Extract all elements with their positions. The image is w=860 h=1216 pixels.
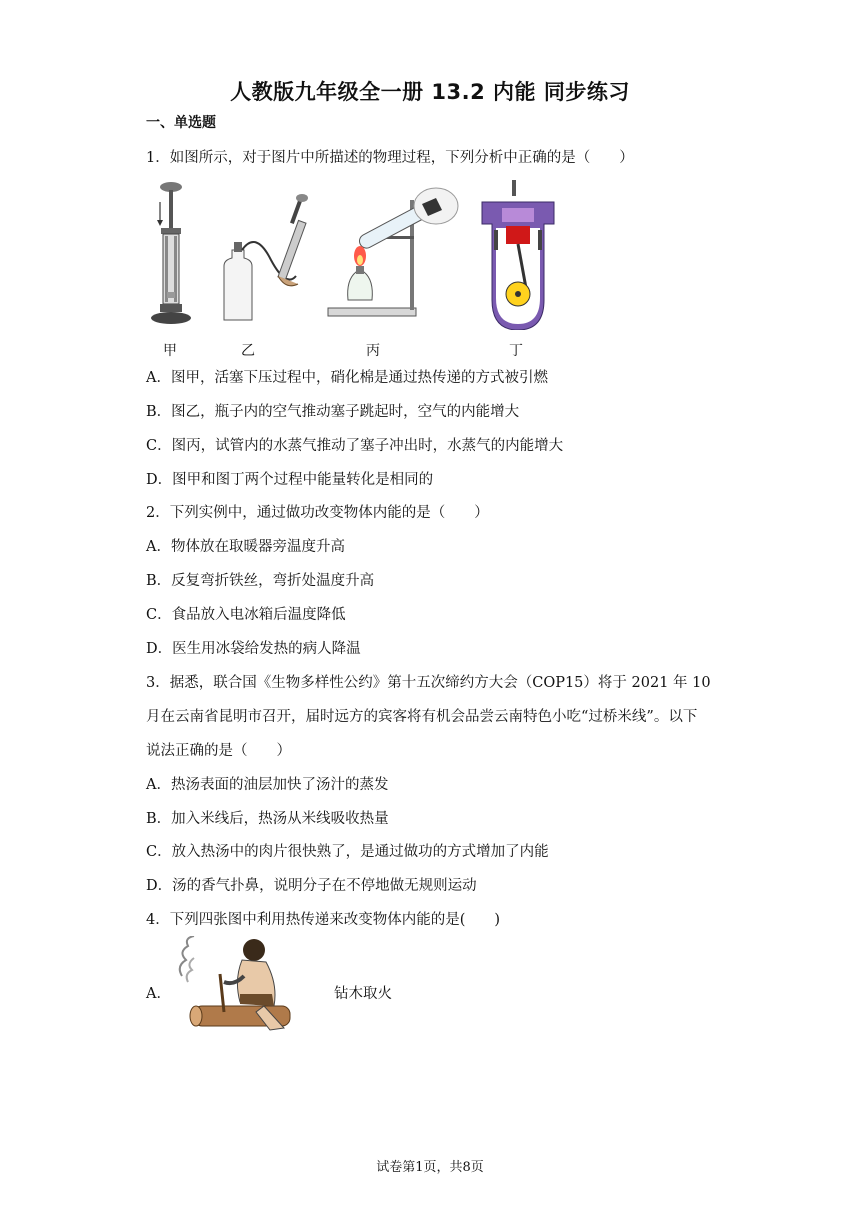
q2-stem: 2．下列实例中，通过做功改变物体内能的是（ ） xyxy=(146,505,489,521)
bottle-pump-figure xyxy=(216,180,316,330)
figure-label-ding: 丁 xyxy=(509,343,523,359)
q1-option-c: C．图丙，试管内的水蒸气推动了塞子冲出时，水蒸气的内能增大 xyxy=(146,438,564,454)
q3-stem-line-3: 说法正确的是（ ） xyxy=(146,743,291,759)
q1-option-d: D．图甲和图丁两个过程中能量转化是相同的 xyxy=(146,472,434,488)
section-heading: 一、单选题 xyxy=(146,115,216,131)
fire-piston-figure xyxy=(146,180,196,330)
q4-stem: 4．下列四张图中利用热传递来改变物体内能的是( ) xyxy=(146,912,501,928)
q1-option-b: B．图乙，瓶子内的空气推动塞子跳起时，空气的内能增大 xyxy=(146,404,520,420)
figure-label-bing: 丙 xyxy=(366,343,380,359)
q2-option-a: A．物体放在取暖器旁温度升高 xyxy=(146,539,345,555)
q3-option-c: C．放入热汤中的肉片很快熟了，是通过做功的方式增加了内能 xyxy=(146,844,549,860)
q1-figures xyxy=(146,180,523,360)
q3-option-a: A．热汤表面的油层加快了汤汁的蒸发 xyxy=(146,777,389,793)
figure-label-yi: 乙 xyxy=(241,343,255,359)
q3-option-d: D．汤的香气扑鼻，说明分子在不停地做无规则运动 xyxy=(146,878,477,894)
q3-stem-line-2: 月在云南省昆明市召开，届时远方的宾客将有机会品尝云南特色小吃“过桥米线”。以下 xyxy=(146,709,698,725)
page-title: 人教版九年级全一册 13.2 内能 同步练习 xyxy=(230,80,630,104)
q1-option-a: A．图甲，活塞下压过程中，硝化棉是通过热传递的方式被引燃 xyxy=(146,370,548,386)
test-tube-figure xyxy=(326,180,461,330)
figure-label-jia: 甲 xyxy=(163,343,177,359)
q3-stem-line-1: 3．据悉，联合国《生物多样性公约》第十五次缔约方大会（COP15）将于 2021 年 10 xyxy=(146,675,711,691)
q3-option-b: B．加入米线后，热汤从米线吸收热量 xyxy=(146,811,389,827)
q2-option-c: C．食品放入电冰箱后温度降低 xyxy=(146,607,346,623)
q1-stem: 1．如图所示，对于图片中所描述的物理过程，下列分析中正确的是（ ） xyxy=(146,150,634,166)
drilling-wood-fire-image xyxy=(174,936,300,1038)
engine-figure xyxy=(478,180,558,330)
q2-option-d: D．医生用冰袋给发热的病人降温 xyxy=(146,641,361,657)
page-footer: 试卷第1页，共8页 xyxy=(376,1160,484,1175)
q4-option-a-letter: A． xyxy=(146,986,171,1002)
q4-option-a-caption: 钻木取火 xyxy=(334,986,392,1002)
q2-option-b: B．反复弯折铁丝，弯折处温度升高 xyxy=(146,573,375,589)
